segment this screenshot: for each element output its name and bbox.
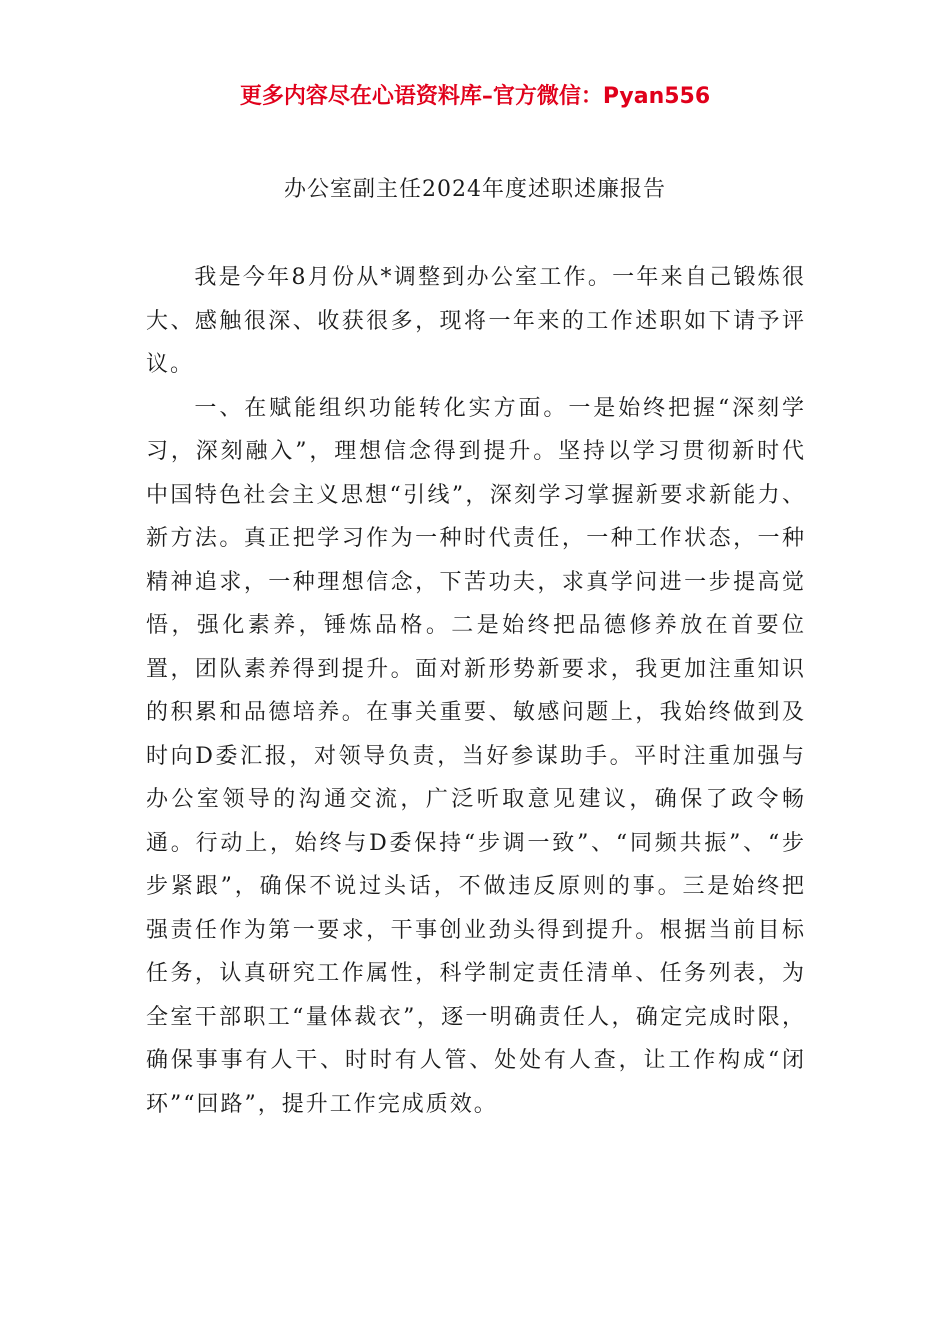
intro-paragraph: 我是今年8月份从*调整到办公室工作。一年来自己锻炼很大、感触很深、收获很多，现将一年来的工作述职如下请予评议。 xyxy=(146,265,806,377)
document-body xyxy=(146,256,806,1126)
section-one-paragraph: 一、在赋能组织功能转化实方面。一是始终把握“深刻学习，深刻融入”，理想信念得到提升。坚持以学习贯彻新时代中国特色社会主义思想“引线”，深刻学习掌握新要求新能力、新方法。真正把学习作为一种时代责任，一种工作状态，一种精神追求，一种理想信念，下苦功夫，求真学问进一步提高觉悟，强化素养，锤炼品格。二是始终把品德修养放在首要位置，团队素养得到提升。面对新形势新要求，我更加注重知识的积累和品德培养。在事关重要、敏感问题上，我始终做到及时向D委汇报，对领导负责，当好参谋助手。平时注重加强与办公室领导的沟通交流，广泛听取意见建议，确保了政令畅通。行动上，始终与D委保持“步调一致”、“同频共振”、“步步紧跟”，确保不说过头话，不做违反原则的事。三是始终把强责任作为第一要求，干事创业劲头得到提升。根据当前目标任务，认真研究工作属性，科学制定责任清单、任务列表，为全室干部职工“量体裁衣”，逐一明确责任人，确定完成时限，确保事事有人干、时时有人管、处处有人查，让工作构成“闭环”“回路”，提升工作完成质效。 xyxy=(146,395,806,1117)
promo-banner: 更多内容尽在心语资料库–官方微信：Pyan556 xyxy=(239,84,711,109)
document-title: 办公室副主任2024年度述职述廉报告 xyxy=(284,177,666,202)
